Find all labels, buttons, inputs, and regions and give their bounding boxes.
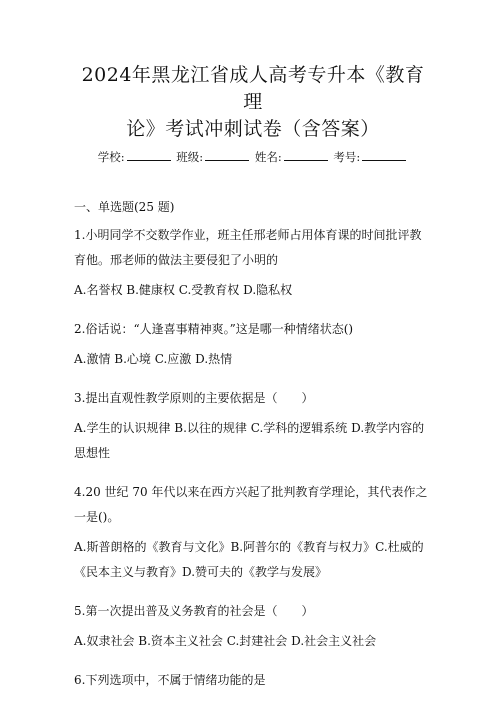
question-6-text: 6.下列选项中，不属于情绪功能的是	[74, 673, 266, 687]
question-3	[74, 386, 432, 466]
question-5-options: A.奴隶社会 B.资本主义社会 C.封建社会 D.社会主义社会	[74, 634, 377, 648]
question-4-text: 4.20 世纪 70 年代以来在西方兴起了批判教育学理论，其代表作之一是()。	[74, 485, 428, 524]
title-line-1: 2024年黑龙江省成人高考专升本《教育理	[81, 64, 425, 113]
exam-number-label: 考号:	[333, 150, 361, 164]
question-6	[74, 668, 432, 693]
name-label: 姓名:	[254, 150, 282, 164]
section-heading: 一、单选题(25 题)	[74, 200, 175, 214]
question-1	[74, 223, 432, 303]
question-2	[74, 317, 432, 372]
exam-title	[74, 0, 432, 143]
question-5-text: 5.第一次提出普及义务教育的社会是（ ）	[74, 604, 314, 618]
question-3-options: A.学生的认识规律 B.以往的规律 C.学科的逻辑系统 D.教学内容的思想性	[74, 421, 425, 460]
question-2-text: 2.俗话说：“人逢喜事精神爽。”这是哪一种情绪状态()	[74, 322, 354, 336]
school-blank	[127, 150, 171, 161]
question-1-text: 1.小明同学不交数学作业，班主任邢老师占用体育课的时间批评教育他。邢老师的做法主要侵犯了小明的	[74, 228, 422, 267]
question-3-text: 3.提出直观性教学原则的主要依据是（ ）	[74, 391, 314, 405]
name-blank	[284, 150, 328, 161]
question-4-options: A.斯普朗格的《教育与文化》B.阿普尔的《教育与权力》C.杜威的《民本主义与教育》D.赞可夫的《教学与发展》	[74, 540, 424, 579]
question-2-options: A.激情 B.心境 C.应激 D.热情	[74, 352, 233, 366]
title-line-2: 论》考试冲刺试卷（含答案）	[126, 118, 380, 140]
question-5	[74, 599, 432, 654]
class-label: 班级:	[176, 150, 204, 164]
question-1-options: A.名誉权 B.健康权 C.受教育权 D.隐私权	[74, 283, 293, 297]
exam-number-blank	[362, 150, 406, 161]
class-blank	[205, 150, 249, 161]
student-info-line	[74, 149, 432, 165]
school-label: 学校:	[97, 150, 125, 164]
question-4	[74, 480, 432, 585]
